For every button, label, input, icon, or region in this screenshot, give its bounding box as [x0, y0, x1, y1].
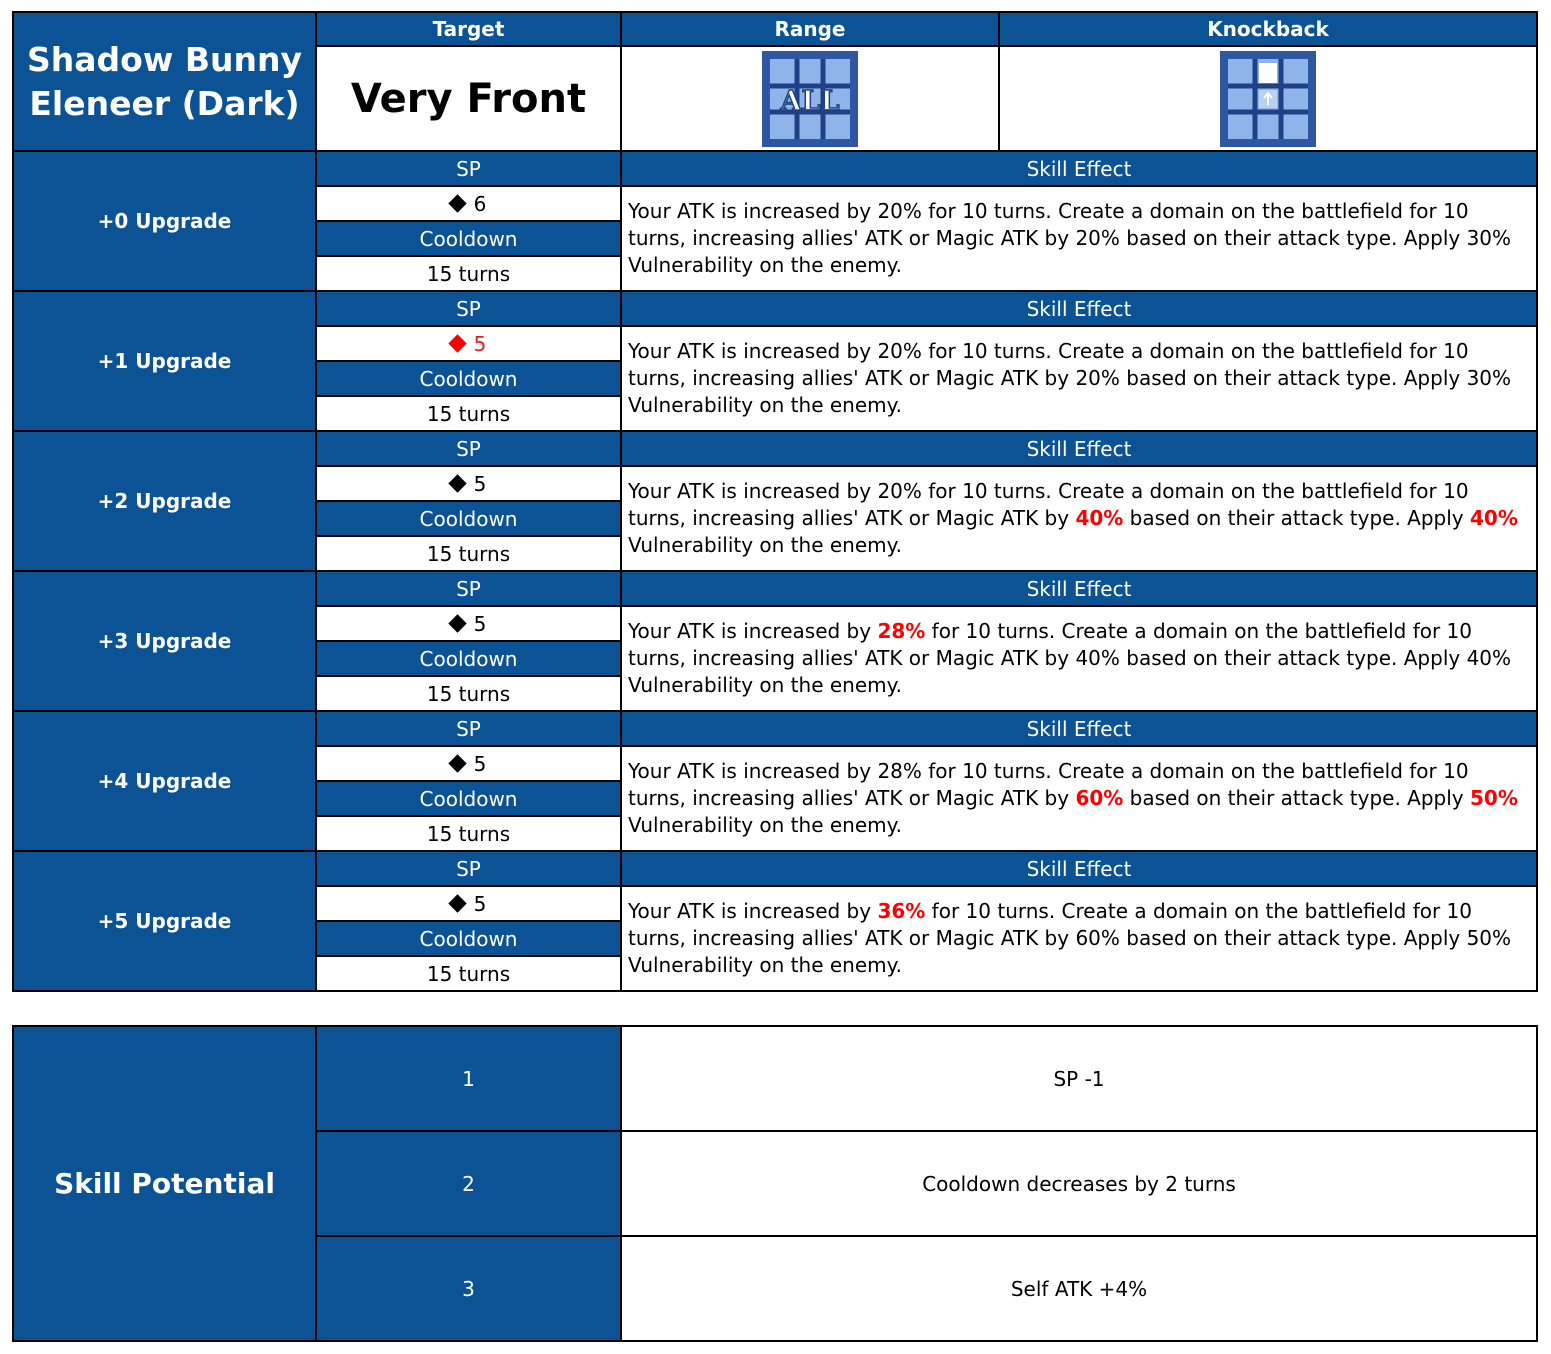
effect-text-segment: for 10 turns. Create a domain on the battlefield for 10 turns, increasing allies' ATK or Magic ATK by	[628, 759, 1469, 810]
cooldown-value: 15 turns	[316, 536, 621, 571]
knockback-header: Knockback	[999, 12, 1537, 46]
effect-value: 50%	[1466, 926, 1512, 950]
range-all-icon	[762, 51, 858, 147]
effect-text-segment: based on their attack type. Apply	[1123, 506, 1470, 530]
skill-effect-text	[621, 186, 1537, 291]
target-value-cell	[316, 46, 621, 151]
effect-value: 40%	[1075, 646, 1120, 670]
skill-table	[12, 11, 1538, 992]
effect-value: 40%	[1466, 646, 1512, 670]
effect-value: 28%	[877, 759, 922, 783]
range-all-label: ALL	[780, 85, 840, 117]
sp-header: SP	[316, 711, 621, 746]
character-name-line2: Eleneer (Dark)	[29, 83, 300, 123]
effect-text-segment: Vulnerability on the enemy.	[628, 393, 902, 417]
effect-value: 20%	[1075, 226, 1120, 250]
effect-text-segment: for 10 turns. Create a domain on the battlefield for 10 turns, increasing allies' ATK or Magic ATK by	[628, 479, 1469, 530]
sp-header: SP	[316, 851, 621, 886]
effect-value: 60%	[1075, 786, 1124, 810]
skill-effect-text	[621, 466, 1537, 571]
skill-effect-header: Skill Effect	[621, 431, 1537, 466]
effect-value: 30%	[1466, 366, 1512, 390]
effect-value: 30%	[1466, 226, 1512, 250]
sp-diamond-icon	[448, 614, 466, 632]
upgrade-label: +1 Upgrade	[13, 291, 316, 431]
skill-effect-header: Skill Effect	[621, 151, 1537, 186]
effect-text-segment: Vulnerability on the enemy.	[628, 673, 902, 697]
effect-text-segment: based on their attack type. Apply	[1119, 366, 1467, 390]
potential-text: Cooldown decreases by 2 turns	[621, 1131, 1537, 1236]
target-value: Very Front	[350, 75, 587, 122]
cooldown-value: 15 turns	[316, 396, 621, 431]
effect-text-segment: Vulnerability on the enemy.	[628, 533, 902, 557]
knockback-icon-cell	[999, 46, 1537, 151]
sp-header: SP	[316, 571, 621, 606]
effect-text-segment: based on their attack type. Apply	[1119, 646, 1467, 670]
potential-number: 1	[316, 1026, 621, 1131]
effect-text-segment: based on their attack type. Apply	[1123, 786, 1470, 810]
potential-text: SP -1	[621, 1026, 1537, 1131]
effect-value: 20%	[877, 339, 922, 363]
effect-text-segment: for 10 turns. Create a domain on the battlefield for 10 turns, increasing allies' ATK or Magic ATK by	[628, 619, 1472, 670]
sp-value: 6	[473, 191, 487, 216]
effect-text-segment: for 10 turns. Create a domain on the battlefield for 10 turns, increasing allies' ATK or Magic ATK by	[628, 899, 1472, 950]
effect-value: 20%	[877, 199, 922, 223]
potential-text: Self ATK +4%	[621, 1236, 1537, 1341]
effect-value: 40%	[1470, 506, 1518, 530]
skill-effect-text	[621, 606, 1537, 711]
sp-value: 5	[473, 471, 487, 496]
effect-value: 36%	[877, 899, 926, 923]
effect-text-segment: Vulnerability on the enemy.	[628, 953, 902, 977]
upgrade-label: +3 Upgrade	[13, 571, 316, 711]
potential-number: 2	[316, 1131, 621, 1236]
cooldown-header: Cooldown	[316, 641, 621, 676]
effect-text-segment: Vulnerability on the enemy.	[628, 813, 902, 837]
effect-text-segment: for 10 turns. Create a domain on the battlefield for 10 turns, increasing allies' ATK or Magic ATK by	[628, 339, 1469, 390]
cooldown-header: Cooldown	[316, 501, 621, 536]
cooldown-value: 15 turns	[316, 816, 621, 851]
sp-header: SP	[316, 291, 621, 326]
sp-diamond-icon	[448, 194, 466, 212]
range-icon-cell	[621, 46, 999, 151]
sp-diamond-icon	[448, 334, 466, 352]
sp-value-cell	[316, 466, 621, 501]
skill-effect-text	[621, 746, 1537, 851]
sp-header: SP	[316, 151, 621, 186]
effect-value: 20%	[877, 479, 922, 503]
skill-potential-table	[12, 1025, 1538, 1342]
skill-effect-text	[621, 886, 1537, 991]
effect-text-segment: Vulnerability on the enemy.	[628, 253, 902, 277]
effect-text-segment: Your ATK is increased by	[628, 199, 878, 223]
effect-value: 50%	[1470, 786, 1518, 810]
skill-potential-label: Skill Potential	[13, 1026, 316, 1341]
sp-diamond-icon	[448, 894, 466, 912]
effect-text-segment: Your ATK is increased by	[628, 899, 878, 923]
cooldown-value: 15 turns	[316, 676, 621, 711]
sp-value-cell	[316, 186, 621, 221]
sp-value-cell	[316, 326, 621, 361]
effect-text-segment: based on their attack type. Apply	[1119, 226, 1467, 250]
skill-effect-header: Skill Effect	[621, 711, 1537, 746]
character-name-line1: Shadow Bunny	[27, 39, 302, 79]
sp-diamond-icon	[448, 474, 466, 492]
effect-text-segment: Your ATK is increased by	[628, 619, 878, 643]
upgrade-label: +0 Upgrade	[13, 151, 316, 291]
upgrade-label: +4 Upgrade	[13, 711, 316, 851]
effect-text-segment: Your ATK is increased by	[628, 759, 878, 783]
target-header: Target	[316, 12, 621, 46]
skill-effect-header: Skill Effect	[621, 571, 1537, 606]
effect-text-segment: based on their attack type. Apply	[1119, 926, 1467, 950]
skill-effect-header: Skill Effect	[621, 291, 1537, 326]
cooldown-value: 15 turns	[316, 256, 621, 291]
sp-value: 5	[473, 331, 487, 356]
effect-value: 40%	[1075, 506, 1124, 530]
skill-effect-text	[621, 326, 1537, 431]
sp-value-cell	[316, 886, 621, 921]
cooldown-header: Cooldown	[316, 361, 621, 396]
cooldown-header: Cooldown	[316, 781, 621, 816]
sp-value: 5	[473, 891, 487, 916]
upgrade-label: +5 Upgrade	[13, 851, 316, 991]
sp-diamond-icon	[448, 754, 466, 772]
cooldown-header: Cooldown	[316, 921, 621, 956]
effect-value: 28%	[877, 619, 926, 643]
cooldown-header: Cooldown	[316, 221, 621, 256]
knockback-up-icon	[1220, 51, 1316, 147]
range-header: Range	[621, 12, 999, 46]
sp-value: 5	[473, 751, 487, 776]
skill-effect-header: Skill Effect	[621, 851, 1537, 886]
effect-text-segment: Your ATK is increased by	[628, 479, 878, 503]
sp-header: SP	[316, 431, 621, 466]
effect-value: 60%	[1075, 926, 1120, 950]
effect-text-segment: Your ATK is increased by	[628, 339, 878, 363]
upgrade-label: +2 Upgrade	[13, 431, 316, 571]
cooldown-value: 15 turns	[316, 956, 621, 991]
effect-value: 20%	[1075, 366, 1120, 390]
character-name-cell	[13, 12, 316, 151]
effect-text-segment: for 10 turns. Create a domain on the battlefield for 10 turns, increasing allies' ATK or Magic ATK by	[628, 199, 1469, 250]
sp-value-cell	[316, 746, 621, 781]
sp-value: 5	[473, 611, 487, 636]
potential-number: 3	[316, 1236, 621, 1341]
sp-value-cell	[316, 606, 621, 641]
